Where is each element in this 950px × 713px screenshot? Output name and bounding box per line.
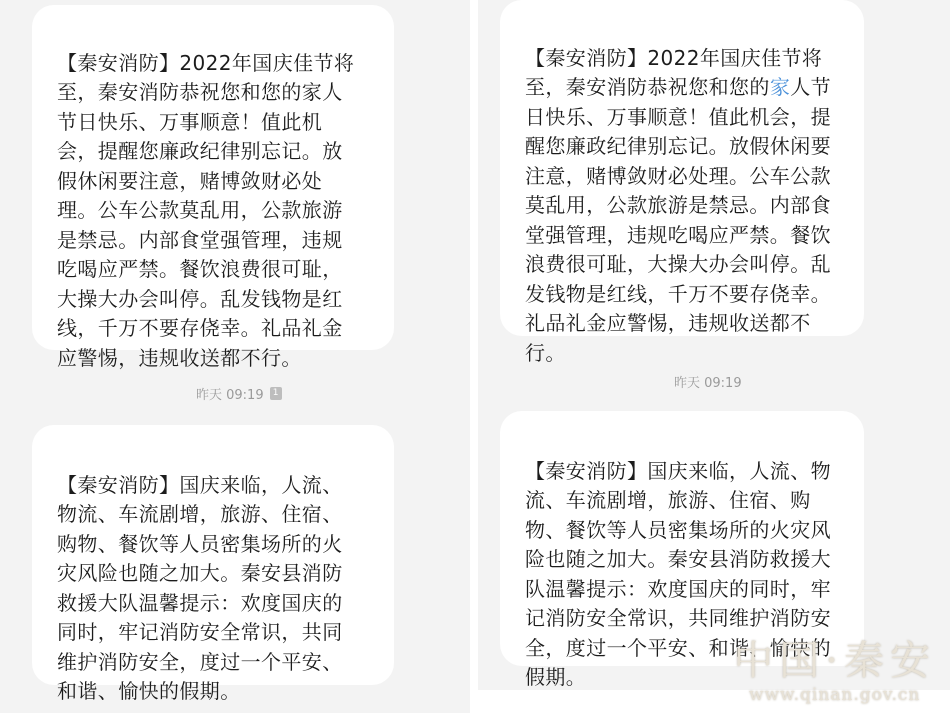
sms-message-text: 【秦安消防】2022年国庆佳节将 至，秦安消防恭祝您和您的家人节 日快乐、万事顺意！值此机会，提 醒您廉政纪律别忘记。放假休闲要 注意，赌博敛财必处理。公车公款 莫乱用，公款旅游是禁忌。内部食 堂强管理，违规吃喝应严禁。餐饮 浪费很可耻，大操大办会叫停。乱 发钱物是红线，千万不要存侥幸。 礼品礼金应警惕，违规收送都不 行。 [525,45,832,365]
sms-message-text: 【秦安消防】国庆来临，人流、 物流、车流剧增，旅游、住宿、 购物、餐饮等人员密集场所的火 灾风险也随之加大。秦安县消防 救援大队温馨提示：欢度国庆的 同时，牢记消防安全常识，共同 维护消防安全，度过一个平安、 和谐、愉快的假期。 [57,472,343,703]
sms-message-bubble[interactable] [32,425,394,703]
sms-message-bubble[interactable] [500,0,864,365]
sms-message-text: 【秦安消防】国庆来临，人流、物 流、车流剧增，旅游、住宿、购 物、餐饮等人员密集场所的火灾风 险也随之加大。秦安县消防救援大 队温馨提示：欢度国庆的同时，牢 记消防安全常识，共同维护消防安 全，度过一个平安、和谐、愉快的 假期。 [525,458,831,689]
highlighted-word: 家 [769,75,791,99]
timestamp-text: 昨天 09:19 [196,388,264,403]
watermark-url: www.qinan.gov.cn [748,685,921,705]
sim-card-icon: 1 [270,387,282,400]
watermark-name: 中国·秦安 [733,638,936,684]
timestamp-text: 昨天 09:19 [674,376,742,391]
site-watermark [733,637,936,705]
left-message-panel [0,0,470,713]
sms-message-bubble[interactable] [32,5,394,370]
sms-message-text: 【秦安消防】2022年国庆佳节将 至，秦安消防恭祝您和您的家人 节日快乐、万事顺意！值此机 会，提醒您廉政纪律别忘记。放 假休闲要注意，赌博敛财必处 理。公车公款莫乱用，公款旅游 是禁忌。内部食堂强管理，违规 吃喝应严禁。餐饮浪费很可耻， 大操大办会叫停。乱发钱物是红 线，千万不要存侥幸。礼品礼金 应警惕，违规收送都不行。 [57,50,355,370]
right-message-panel [478,0,950,690]
message-timestamp [674,372,742,391]
message-timestamp [196,384,282,403]
